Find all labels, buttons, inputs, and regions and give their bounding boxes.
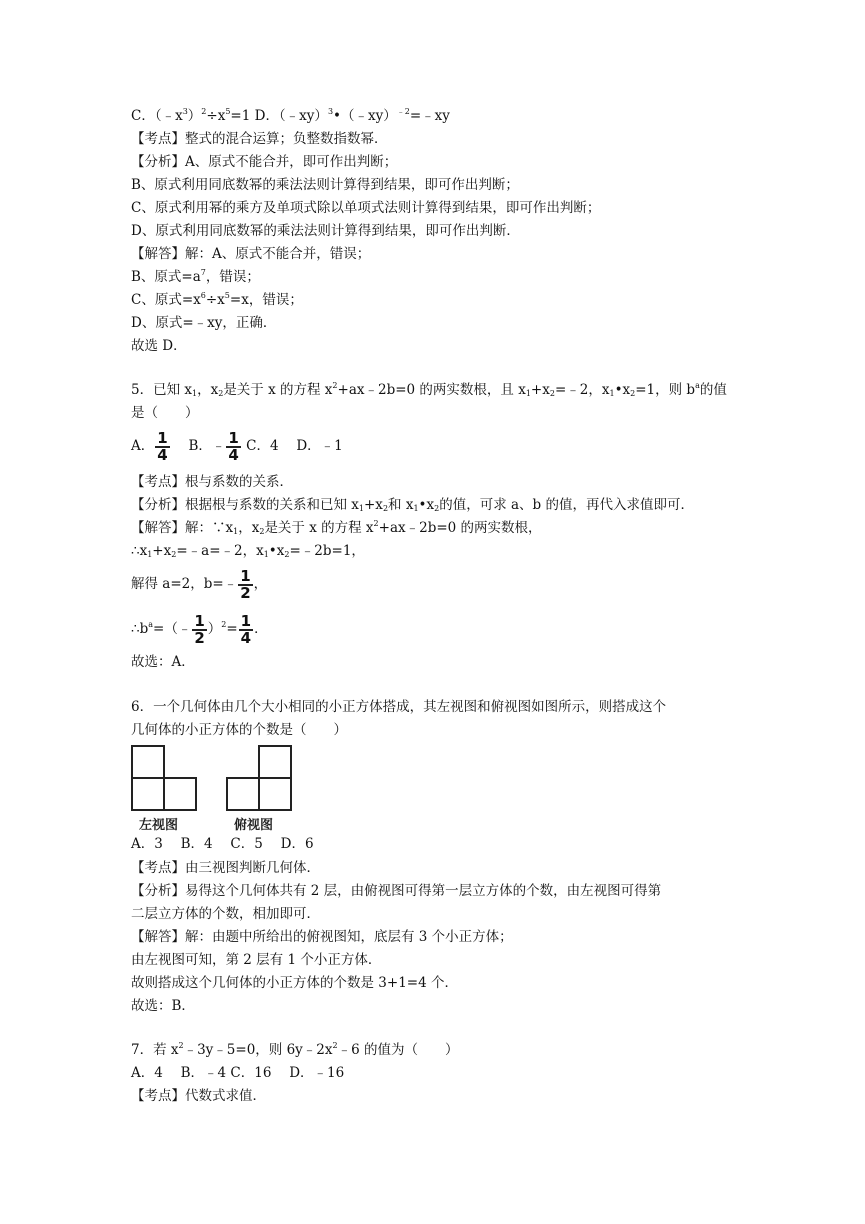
- q5-kaodian: 【考点】根与系数的关系．: [131, 474, 293, 490]
- q5-answer: 故选：A．: [131, 654, 195, 670]
- q4-jieda-b: B、原式$=a^7$，错误；: [131, 268, 260, 285]
- q4-fenxi-d: D、原式利用同底数幂的乘法法则计算得到结果，即可作出判断．: [131, 223, 520, 239]
- q5-stem-line1: 5．已知 $x_1$，$x_2$是关于 x 的方程 $x^2+ax﹣2b=0$ 的两实数根，且 $x_1+x_2=﹣2$，$x_1•x_2=1$，则 $b^a$的值: [131, 381, 727, 398]
- q6-jieda-line1: 【解答】解：由题中所给出的俯视图知，底层有 3 个小正方体；: [131, 929, 513, 945]
- fraction-one-half: $\frac{1}{2}$: [194, 611, 205, 647]
- q4-kaodian: 【考点】整式的混合运算；负整数指数幂．: [131, 131, 388, 147]
- q5-jieda: 【解答】解：$\because x_1$，$x_2$是关于 x 的方程 $x^2+ax﹣2b=0$ 的两实数根，: [131, 519, 542, 536]
- q5-jieda-line4: $\therefore b^a=(﹣$ $\frac{1}{2}$ ）$^2$= $\frac{1}{4}$ ．: [131, 611, 268, 647]
- top-view-label: 俯视图: [234, 818, 274, 833]
- top-view-figure: [226, 745, 292, 811]
- q5-options: A． $\frac{1}{4}$ B．﹣ $\frac{1}{4}$ C．4 D．﹣1: [131, 428, 343, 464]
- q5-stem-line2: 是（ ）: [131, 405, 199, 421]
- q6-stem-line2: 几何体的小正方体的个数是（ ）: [131, 722, 347, 738]
- q6-fenxi-line1: 【分析】易得这个几何体共有 2 层，由俯视图可得第一层立方体的个数，由左视图可得第: [131, 883, 662, 899]
- q7-kaodian: 【考点】代数式求值．: [131, 1088, 266, 1104]
- q5-jieda-line3: 解得 a=2，b=﹣ $\frac{1}{2}$ ，: [131, 566, 268, 602]
- q6-answer: 故选：B．: [131, 998, 195, 1014]
- q4-fenxi: 【分析】A、原式不能合并，即可作出判断；: [131, 154, 398, 170]
- fraction-one-quarter: $\frac{1}{4}$: [240, 611, 252, 647]
- q6-stem-line1: 6．一个几何体由几个大小相同的小正方体搭成，其左视图和俯视图如图所示，则搭成这个: [131, 699, 667, 715]
- left-view-label: 左视图: [139, 818, 179, 833]
- left-view-figure: [131, 745, 197, 811]
- q4-options-cd: C．$(﹣x^3)^2\div x^5=1$ D．（﹣xy）$^3$•（﹣xy）$^{﹣2}$=﹣xy: [131, 107, 450, 124]
- fraction-one-quarter: $\frac{1}{4}$: [157, 428, 168, 464]
- q4-answer: 故选 D．: [131, 338, 187, 354]
- q4-jieda-d: D、原式=﹣xy，正确．: [131, 315, 277, 331]
- q6-options: A．3 B．4 C．5 D．6: [131, 836, 314, 852]
- q7-options: A．4 B．﹣4 C．16 D．﹣16: [131, 1065, 345, 1081]
- q4-fenxi-c: C、原式利用幂的乘方及单项式除以单项式法则计算得到结果，即可作出判断；: [131, 200, 601, 216]
- fraction-one-half: $\frac{1}{2}$: [240, 566, 251, 602]
- q6-fenxi-line2: 二层立方体的个数，相加即可．: [131, 906, 320, 922]
- q5-jieda-line2: $\therefore x_1+x_2=﹣a=﹣2$，$x_1•x_2=﹣2b=1$，: [131, 543, 365, 559]
- q7-stem: 7．若 $x^2﹣3y﹣5=0$，则 $6y﹣2x^2﹣6$ 的值为（ ）: [131, 1041, 459, 1058]
- q4-fenxi-b: B、原式利用同底数幂的乘法法则计算得到结果，即可作出判断；: [131, 177, 519, 193]
- q5-fenxi: 【分析】根据根与系数的关系和已知 $x_1+x_2$和 $x_1•x_2$的值，可求 a、b 的值，再代入求值即可．: [131, 497, 694, 513]
- q6-jieda-line2: 由左视图可知，第 2 层有 1 个小正方体．: [131, 952, 382, 968]
- fraction-one-quarter: $\frac{1}{4}$: [228, 428, 239, 464]
- q4-jieda-c: C、原式$=x^6\div x^5=x$，错误；: [131, 291, 303, 308]
- q6-kaodian: 【考点】由三视图判断几何体．: [131, 860, 320, 876]
- q6-jieda-line3: 故则搭成这个几何体的小正方体的个数是 3+1=4 个．: [131, 975, 458, 991]
- q4-jieda: 【解答】解：A、原式不能合并，错误；: [131, 246, 371, 262]
